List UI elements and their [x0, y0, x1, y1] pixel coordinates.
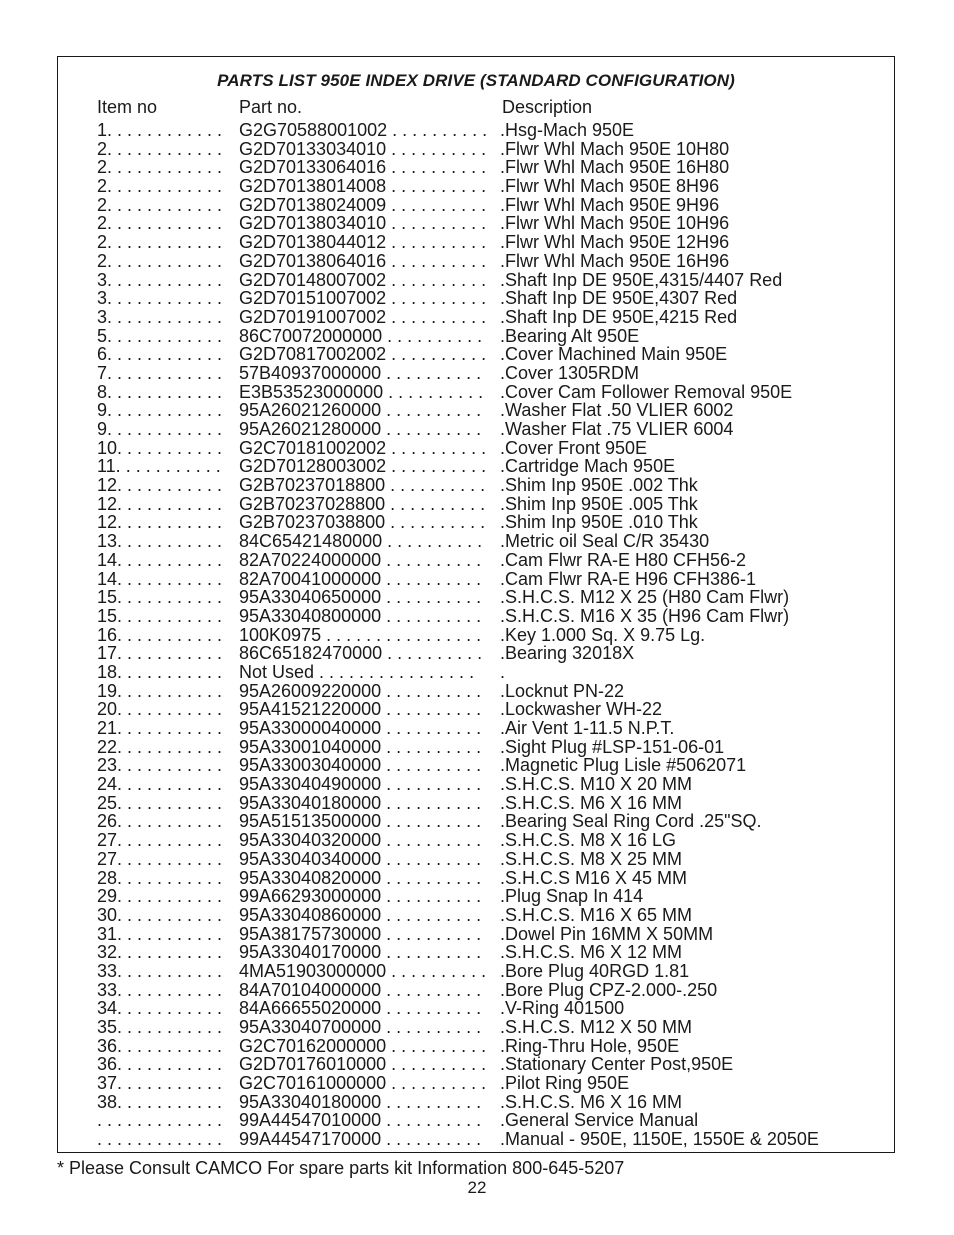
description-cell: .Bore Plug 40RGD 1.81 [500, 960, 690, 981]
table-row [58, 551, 894, 570]
table-row [58, 271, 894, 290]
description-cell: .V-Ring 401500 [500, 998, 625, 1019]
part-no-cell: 95A33040320000 . . . . . . . . . . [239, 830, 482, 851]
table-row [58, 775, 894, 794]
part-no-cell: 95A33040490000 . . . . . . . . . . [239, 774, 482, 795]
part-no-cell: G2B70237018800 . . . . . . . . . . [239, 475, 486, 496]
item-no-cell: 2. . . . . . . . . . . . [97, 250, 223, 271]
part-no-cell: 95A33040860000 . . . . . . . . . . [239, 904, 482, 925]
table-row [58, 850, 894, 869]
part-no-cell: 95A26021280000 . . . . . . . . . . [239, 419, 482, 439]
table-row [58, 906, 894, 925]
description-cell: .Flwr Whl Mach 950E 12H96 [500, 232, 730, 253]
description-cell: .Hsg-Mach 950E [500, 120, 635, 140]
description-cell: .S.H.C.S. M6 X 12 MM [500, 942, 683, 963]
description-cell: .Washer Flat .75 VLIER 6004 [500, 419, 734, 439]
part-no-cell: 4MA51903000000 . . . . . . . . . . [239, 960, 487, 981]
table-row [58, 626, 894, 645]
item-no-cell: 12. . . . . . . . . . . [97, 475, 223, 496]
part-no-cell: 82A70224000000 . . . . . . . . . . [239, 549, 482, 570]
table-row [58, 1037, 894, 1056]
table-row [58, 869, 894, 888]
table-row [58, 327, 894, 346]
item-no-cell: 36. . . . . . . . . . . [97, 1054, 223, 1075]
table-row [58, 831, 894, 850]
description-cell: .Flwr Whl Mach 950E 10H96 [500, 213, 730, 234]
item-no-cell: 27. . . . . . . . . . . [97, 830, 223, 851]
item-no-cell: 18. . . . . . . . . . . [97, 661, 223, 682]
item-no-cell: 12. . . . . . . . . . . [97, 493, 223, 514]
description-cell: .Flwr Whl Mach 950E 10H80 [500, 138, 730, 159]
table-row [58, 121, 894, 140]
item-no-cell: 22. . . . . . . . . . . [97, 736, 223, 757]
part-no-cell: 95A33040170000 . . . . . . . . . . [239, 942, 482, 963]
part-no-cell: G2C70161000000 . . . . . . . . . . [239, 1073, 487, 1094]
table-row [58, 700, 894, 719]
description-cell: .S.H.C.S. M8 X 25 MM [500, 848, 683, 869]
description-cell: .Flwr Whl Mach 950E 16H80 [500, 157, 730, 178]
table-row [58, 457, 894, 476]
table-row [58, 214, 894, 233]
table-row [58, 812, 894, 831]
description-cell: .Manual - 950E, 1150E, 1550E & 2050E [500, 1129, 819, 1150]
table-row [58, 887, 894, 906]
item-no-cell: 7. . . . . . . . . . . . [97, 362, 223, 383]
item-no-cell: 34. . . . . . . . . . . [97, 998, 223, 1019]
part-no-cell: 86C70072000000 . . . . . . . . . . [239, 325, 483, 346]
table-row [58, 252, 894, 271]
table-row [58, 588, 894, 607]
table-row [58, 1018, 894, 1037]
table-row [58, 196, 894, 215]
parts-table [58, 121, 894, 1149]
table-row [58, 439, 894, 458]
description-cell: .Cartridge Mach 950E [500, 456, 676, 477]
item-no-cell: 33. . . . . . . . . . . [97, 979, 223, 1000]
table-row [58, 925, 894, 944]
part-no-cell: 95A33040180000 . . . . . . . . . . [239, 792, 482, 813]
part-no-cell: 95A33040340000 . . . . . . . . . . [239, 848, 482, 869]
description-cell: .Magnetic Plug Lisle #5062071 [500, 755, 747, 776]
item-no-cell: 10. . . . . . . . . . . [97, 437, 223, 458]
description-cell: .Air Vent 1-11.5 N.P.T. [500, 718, 675, 738]
table-row [58, 1093, 894, 1112]
table-row [58, 738, 894, 757]
item-no-cell: 31. . . . . . . . . . . [97, 923, 223, 944]
item-no-cell: 15. . . . . . . . . . . [97, 587, 223, 608]
part-no-cell: 95A26021260000 . . . . . . . . . . [239, 400, 482, 421]
item-no-cell: 2. . . . . . . . . . . . [97, 176, 223, 197]
item-no-cell: 26. . . . . . . . . . . [97, 811, 223, 832]
description-cell: .Lockwasher WH-22 [500, 699, 663, 720]
item-no-cell: 9. . . . . . . . . . . . [97, 400, 223, 421]
part-no-cell: G2D70138024009 . . . . . . . . . . [239, 194, 487, 215]
part-no-cell: G2C70181002002 . . . . . . . . . . [239, 437, 487, 458]
table-row [58, 644, 894, 663]
part-no-cell: 95A26009220000 . . . . . . . . . . [239, 680, 482, 701]
description-cell: .Metric oil Seal C/R 35430 [500, 531, 710, 552]
item-no-cell: 2. . . . . . . . . . . . [97, 232, 223, 253]
item-no-cell: 36. . . . . . . . . . . [97, 1035, 223, 1056]
description-cell: .S.H.C.S. M16 X 65 MM [500, 904, 693, 925]
description-cell: .S.H.C.S M16 X 45 MM [500, 867, 688, 888]
description-cell: .Plug Snap In 414 [500, 886, 644, 907]
part-no-cell: 95A33040700000 . . . . . . . . . . [239, 1017, 482, 1037]
description-cell: .Shaft Inp DE 950E,4315/4407 Red [500, 269, 783, 290]
item-no-cell: 28. . . . . . . . . . . [97, 867, 223, 888]
part-no-cell: G2D70138014008 . . . . . . . . . . [239, 176, 487, 197]
table-row [58, 794, 894, 813]
table-row [58, 981, 894, 1000]
description-cell: .General Service Manual [500, 1110, 699, 1131]
item-no-cell: 3. . . . . . . . . . . . [97, 288, 223, 309]
part-no-cell: G2D70133064016 . . . . . . . . . . [239, 157, 487, 178]
item-no-cell: 24. . . . . . . . . . . [97, 774, 223, 795]
item-no-cell: 8. . . . . . . . . . . . [97, 381, 223, 402]
part-no-cell: 100K0975 . . . . . . . . . . . . . . . . [239, 624, 482, 645]
part-no-cell: 84C65421480000 . . . . . . . . . . [239, 531, 483, 552]
table-row [58, 233, 894, 252]
item-no-cell: 3. . . . . . . . . . . . [97, 306, 223, 327]
part-no-cell: G2D70138044012 . . . . . . . . . . [239, 232, 487, 253]
description-cell: .Flwr Whl Mach 950E 16H96 [500, 250, 730, 271]
item-no-cell: 9. . . . . . . . . . . . [97, 419, 223, 439]
table-row [58, 364, 894, 383]
table-row [58, 345, 894, 364]
part-no-cell: 95A51513500000 . . . . . . . . . . [239, 811, 482, 832]
part-no-cell: G2D70176010000 . . . . . . . . . . [239, 1054, 487, 1075]
table-row [58, 158, 894, 177]
page-title: PARTS LIST 950E INDEX DRIVE (STANDARD CONFIGURATION) [217, 71, 735, 90]
table-row [58, 719, 894, 738]
item-no-cell: 13. . . . . . . . . . . [97, 531, 223, 552]
item-no-cell: 21. . . . . . . . . . . [97, 718, 223, 738]
description-cell: .Flwr Whl Mach 950E 8H96 [500, 176, 720, 197]
description-cell: .Bearing Alt 950E [500, 325, 640, 346]
item-no-cell: 2. . . . . . . . . . . . [97, 194, 223, 215]
item-no-cell: 35. . . . . . . . . . . [97, 1017, 223, 1037]
item-no-cell: 25. . . . . . . . . . . [97, 792, 223, 813]
part-no-cell: G2D70151007002 . . . . . . . . . . [239, 288, 487, 309]
table-row [58, 308, 894, 327]
table-row [58, 607, 894, 626]
part-no-cell: 95A33040820000 . . . . . . . . . . [239, 867, 482, 888]
description-cell: .Shaft Inp DE 950E,4307 Red [500, 288, 738, 309]
item-no-cell: 1. . . . . . . . . . . . [97, 120, 223, 140]
description-cell: . [500, 661, 506, 682]
description-cell: .S.H.C.S. M6 X 16 MM [500, 1091, 683, 1112]
table-row [58, 401, 894, 420]
part-no-cell: 95A33000040000 . . . . . . . . . . [239, 718, 482, 738]
part-no-cell: G2C70162000000 . . . . . . . . . . [239, 1035, 487, 1056]
part-no-cell: G2D70817002002 . . . . . . . . . . [239, 344, 487, 365]
description-cell: .Pilot Ring 950E [500, 1073, 630, 1094]
table-row [58, 682, 894, 701]
description-cell: .Ring-Thru Hole, 950E [500, 1035, 680, 1056]
table-row [58, 532, 894, 551]
part-no-cell: 99A66293000000 . . . . . . . . . . [239, 886, 482, 907]
item-no-cell: 16. . . . . . . . . . . [97, 624, 223, 645]
description-cell: .Shaft Inp DE 950E,4215 Red [500, 306, 738, 327]
table-row [58, 1130, 894, 1149]
description-cell: .Bearing 32018X [500, 643, 635, 664]
part-no-cell: 57B40937000000 . . . . . . . . . . [239, 362, 482, 383]
description-cell: .S.H.C.S. M16 X 35 (H96 Cam Flwr) [500, 605, 790, 626]
item-no-cell: 27. . . . . . . . . . . [97, 848, 223, 869]
item-no-cell: 38. . . . . . . . . . . [97, 1091, 223, 1112]
part-no-cell: G2B70237028800 . . . . . . . . . . [239, 493, 486, 514]
table-row [58, 1074, 894, 1093]
table-row [58, 663, 894, 682]
item-no-cell: 23. . . . . . . . . . . [97, 755, 223, 776]
part-no-cell: 84A70104000000 . . . . . . . . . . [239, 979, 482, 1000]
item-no-cell: 5. . . . . . . . . . . . [97, 325, 223, 346]
item-no-cell: 15. . . . . . . . . . . [97, 605, 223, 626]
item-no-cell: 29. . . . . . . . . . . [97, 886, 223, 907]
item-no-cell: 19. . . . . . . . . . . [97, 680, 223, 701]
description-cell: .Sight Plug #LSP-151-06-01 [500, 736, 725, 757]
table-row [58, 1055, 894, 1074]
description-cell: .Locknut PN-22 [500, 680, 625, 701]
description-cell: .Flwr Whl Mach 950E 9H96 [500, 194, 720, 215]
table-row [58, 289, 894, 308]
description-cell: .Dowel Pin 16MM X 50MM [500, 923, 714, 944]
item-no-cell: 17. . . . . . . . . . . [97, 643, 223, 664]
part-no-cell: 95A33040800000 . . . . . . . . . . [239, 605, 482, 626]
item-no-cell: 2. . . . . . . . . . . . [97, 138, 223, 159]
part-no-cell: 95A33003040000 . . . . . . . . . . [239, 755, 482, 776]
footnote: * Please Consult CAMCO For spare parts kit Information 800-645-5207 [57, 1158, 625, 1178]
description-cell: .Shim Inp 950E .005 Thk [500, 493, 698, 514]
item-no-cell: 3. . . . . . . . . . . . [97, 269, 223, 290]
header-part-no: Part no. [239, 97, 303, 117]
description-cell: .Stationary Center Post,950E [500, 1054, 734, 1075]
description-cell: .S.H.C.S. M12 X 50 MM [500, 1017, 693, 1037]
header-description: Description [502, 97, 593, 117]
table-row [58, 420, 894, 439]
table-row [58, 570, 894, 589]
part-no-cell: G2D70133034010 . . . . . . . . . . [239, 138, 487, 159]
item-no-cell: . . . . . . . . . . . . . [97, 1110, 223, 1131]
column-headers [58, 97, 894, 121]
description-cell: .Bore Plug CPZ-2.000-.250 [500, 979, 718, 1000]
part-no-cell: 95A38175730000 . . . . . . . . . . [239, 923, 482, 944]
part-no-cell: Not Used . . . . . . . . . . . . . . . . [239, 661, 475, 682]
item-no-cell: 30. . . . . . . . . . . [97, 904, 223, 925]
part-no-cell: 99A44547170000 . . . . . . . . . . [239, 1129, 482, 1150]
description-cell: .S.H.C.S. M6 X 16 MM [500, 792, 683, 813]
part-no-cell: G2D70148007002 . . . . . . . . . . [239, 269, 487, 290]
part-no-cell: 84A66655020000 . . . . . . . . . . [239, 998, 482, 1019]
item-no-cell: 20. . . . . . . . . . . [97, 699, 223, 720]
table-row [58, 999, 894, 1018]
part-no-cell: G2D70191007002 . . . . . . . . . . [239, 306, 487, 327]
part-no-cell: 95A33040180000 . . . . . . . . . . [239, 1091, 482, 1112]
item-no-cell: 32. . . . . . . . . . . [97, 942, 223, 963]
description-cell: .Bearing Seal Ring Cord .25"SQ. [500, 811, 762, 832]
item-no-cell: 14. . . . . . . . . . . [97, 568, 223, 589]
part-no-cell: G2D70138064016 . . . . . . . . . . [239, 250, 487, 271]
description-cell: .Shim Inp 950E .010 Thk [500, 512, 698, 533]
table-row [58, 962, 894, 981]
part-no-cell: G2B70237038800 . . . . . . . . . . [239, 512, 486, 533]
table-row [58, 177, 894, 196]
item-no-cell: 33. . . . . . . . . . . [97, 960, 223, 981]
item-no-cell: 2. . . . . . . . . . . . [97, 213, 223, 234]
item-no-cell: 12. . . . . . . . . . . [97, 512, 223, 533]
description-cell: .Shim Inp 950E .002 Thk [500, 475, 698, 496]
table-row [58, 383, 894, 402]
part-no-cell: 99A44547010000 . . . . . . . . . . [239, 1110, 482, 1131]
description-cell: .Washer Flat .50 VLIER 6002 [500, 400, 734, 421]
item-no-cell: 37. . . . . . . . . . . [97, 1073, 223, 1094]
item-no-cell: 2. . . . . . . . . . . . [97, 157, 223, 178]
item-no-cell: 6. . . . . . . . . . . . [97, 344, 223, 365]
part-no-cell: G2G70588001002 . . . . . . . . . . [239, 120, 488, 140]
item-no-cell: 14. . . . . . . . . . . [97, 549, 223, 570]
page-number: 22 [467, 1178, 487, 1197]
table-row [58, 476, 894, 495]
table-row [58, 756, 894, 775]
description-cell: .Cover Machined Main 950E [500, 344, 728, 365]
description-cell: .Cover 1305RDM [500, 362, 640, 383]
description-cell: .S.H.C.S. M10 X 20 MM [500, 774, 693, 795]
description-cell: .Cam Flwr RA-E H80 CFH56-2 [500, 549, 747, 570]
description-cell: .S.H.C.S. M12 X 25 (H80 Cam Flwr) [500, 587, 790, 608]
part-no-cell: G2D70138034010 . . . . . . . . . . [239, 213, 487, 234]
table-row [58, 1111, 894, 1130]
table-row [58, 495, 894, 514]
part-no-cell: 86C65182470000 . . . . . . . . . . [239, 643, 483, 664]
table-row [58, 513, 894, 532]
part-no-cell: 95A41521220000 . . . . . . . . . . [239, 699, 482, 720]
table-row [58, 943, 894, 962]
description-cell: .S.H.C.S. M8 X 16 LG [500, 830, 677, 851]
table-row [58, 140, 894, 159]
item-no-cell: 11. . . . . . . . . . . [97, 456, 221, 477]
part-no-cell: 95A33040650000 . . . . . . . . . . [239, 587, 482, 608]
part-no-cell: G2D70128003002 . . . . . . . . . . [239, 456, 487, 477]
description-cell: .Cover Cam Follower Removal 950E [500, 381, 793, 402]
description-cell: .Cam Flwr RA-E H96 CFH386-1 [500, 568, 757, 589]
parts-list-frame [57, 56, 895, 1153]
item-no-cell: . . . . . . . . . . . . . [97, 1129, 223, 1150]
part-no-cell: E3B53523000000 . . . . . . . . . . [239, 381, 484, 402]
description-cell: .Key 1.000 Sq. X 9.75 Lg. [500, 624, 706, 645]
part-no-cell: 95A33001040000 . . . . . . . . . . [239, 736, 482, 757]
part-no-cell: 82A70041000000 . . . . . . . . . . [239, 568, 482, 589]
description-cell: .Cover Front 950E [500, 437, 648, 458]
header-item-no: Item no [97, 97, 158, 117]
